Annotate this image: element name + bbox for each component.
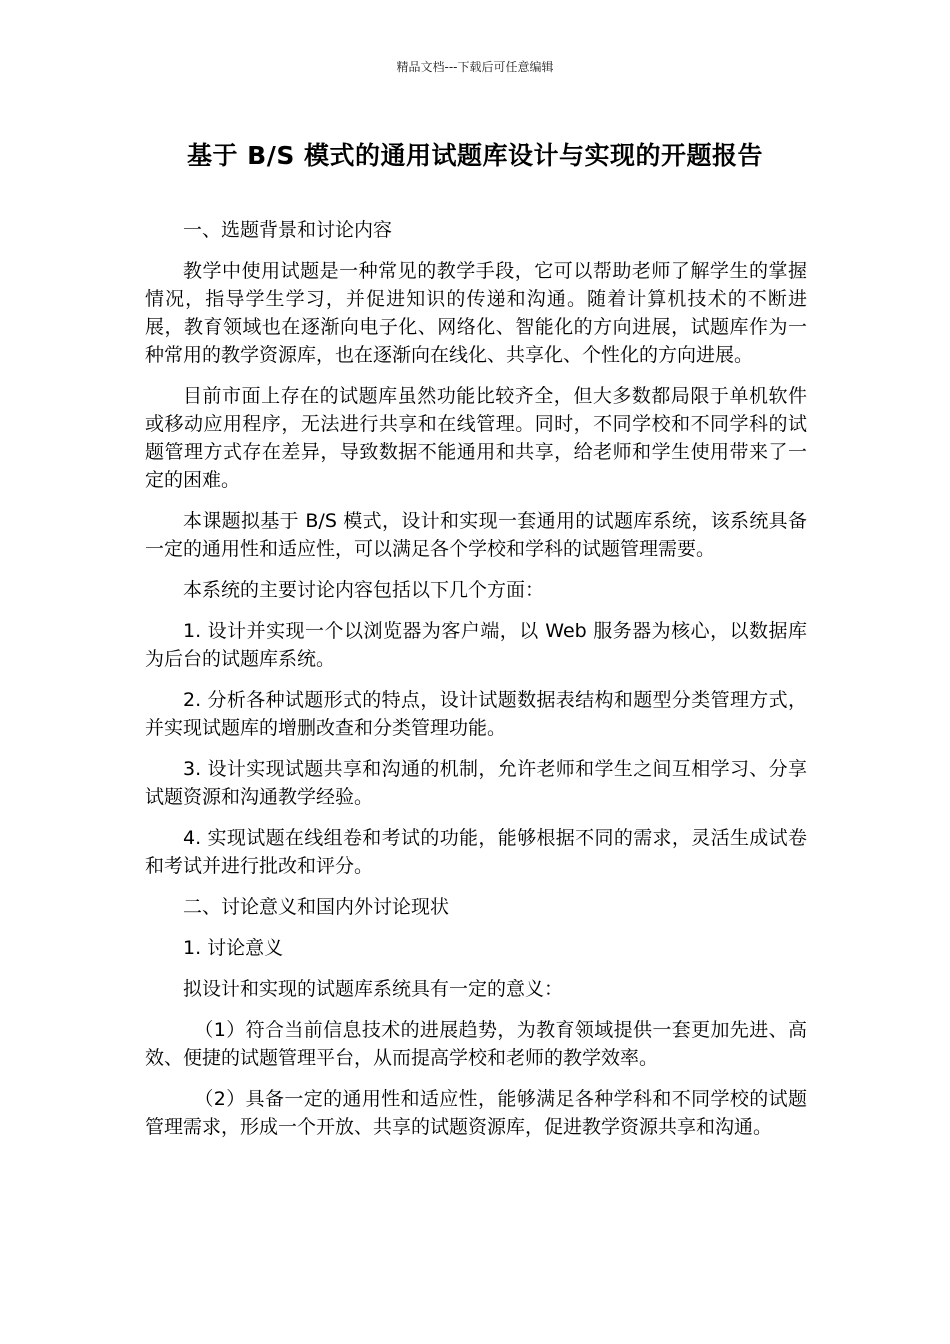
document-body [145,216,807,1154]
list-item: 2. 分析各种试题形式的特点，设计试题数据表结构和题型分类管理方式，并实现试题库的增删改查和分类管理功能。 [145,689,807,739]
list-item: 4. 实现试题在线组卷和考试的功能，能够根据不同的需求，灵活生成试卷和考试并进行批改和评分。 [145,827,807,877]
section-heading: 二、讨论意义和国内外讨论现状 [183,896,450,918]
document-title: 基于 B/S 模式的通用试题库设计与实现的开题报告 [186,141,764,170]
body-paragraph: 本系统的主要讨论内容包括以下几个方面： [183,579,545,601]
body-paragraph: 本课题拟基于 B/S 模式，设计和实现一套通用的试题库系统，该系统具备一定的通用性和适应性，可以满足各个学校和学科的试题管理需要。 [145,510,807,560]
body-paragraph: 教学中使用试题是一种常见的教学手段，它可以帮助老师了解学生的掌握情况，指导学生学习，并促进知识的传递和沟通。随着计算机技术的不断进展，教育领域也在逐渐向电子化、网络化、智能化的方向进展，试题库作为一种常用的教学资源库，也在逐渐向在线化、共享化、个性化的方向进展。 [145,260,807,366]
list-item: 1. 设计并实现一个以浏览器为客户端，以 Web 服务器为核心，以数据库为后台的试题库系统。 [145,620,807,670]
list-item: （1）符合当前信息技术的进展趋势，为教育领域提供一套更加先进、高效、便捷的试题管理平台，从而提高学校和老师的教学效率。 [145,1019,807,1069]
body-paragraph: 目前市面上存在的试题库虽然功能比较齐全，但大多数都局限于单机软件或移动应用程序，无法进行共享和在线管理。同时，不同学校和不同学科的试题管理方式存在差异，导致数据不能通用和共享，给老师和学生使用带来了一定的困难。 [145,385,807,491]
header-note: 精品文档---下载后可任意编辑 [396,60,554,74]
section-heading: 一、选题背景和讨论内容 [183,219,393,241]
subsection-heading: 1. 讨论意义 [183,937,284,959]
body-paragraph: 拟设计和实现的试题库系统具有一定的意义： [183,978,564,1000]
list-item: （2）具备一定的通用性和适应性，能够满足各种学科和不同学校的试题管理需求，形成一个开放、共享的试题资源库，促进教学资源共享和沟通。 [145,1088,807,1138]
list-item: 3. 设计实现试题共享和沟通的机制，允许老师和学生之间互相学习、分享试题资源和沟通教学经验。 [145,758,807,808]
